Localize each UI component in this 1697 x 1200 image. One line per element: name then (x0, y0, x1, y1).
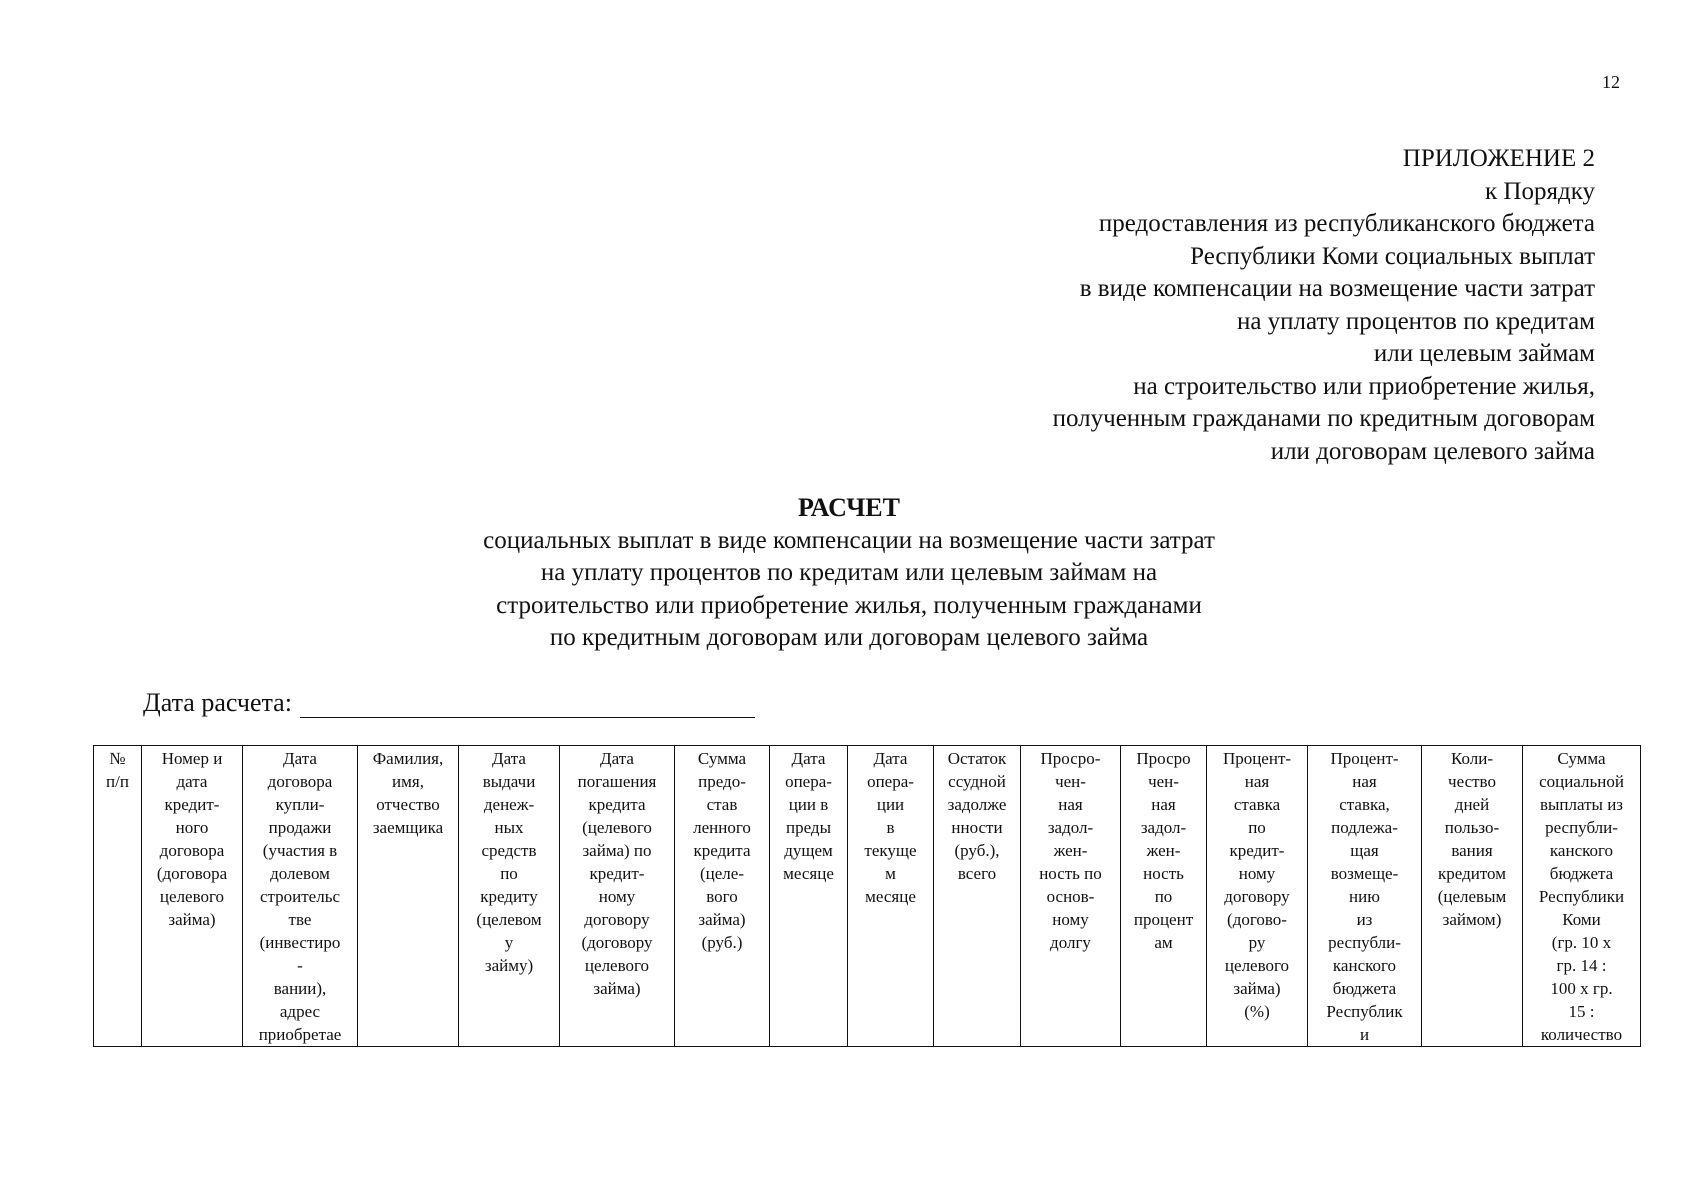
appendix-line: предоставления из республиканского бюджета (1098, 210, 1595, 237)
table-header-cell (94, 746, 142, 1047)
appendix-line: или договорам целевого займа (1270, 437, 1595, 465)
document-subtitle-line: социальных выплат в виде компенсации на возмещение части затрат (483, 526, 1215, 554)
table-header-cell (1021, 746, 1121, 1047)
table-header-cell (1207, 746, 1308, 1047)
table-header-text: Дата выдачи денеж- ных средств по кредиту (целевом у займу) (476, 749, 542, 975)
calc-date-row (143, 688, 755, 718)
appendix-line: ПРИЛОЖЕНИЕ 2 (1402, 145, 1595, 172)
table-header-text: Просро чен- ная задол- жен- ность по процент ам (1133, 749, 1194, 952)
appendix-line: на строительство или приобретение жилья, (1133, 372, 1595, 400)
table-header-text: Сумма социальной выплаты из республи- канского бюджета Республики Коми (гр. 10 х гр. 14 : 100 х гр. 15 : количество (1538, 749, 1625, 1044)
appendix-line: на уплату процентов по кредитам (1236, 307, 1595, 335)
table-header-text: Сумма предо- став ленного кредита (целе- вого займа) (руб.) (693, 749, 751, 952)
table-header-text: Коли- чество дней пользо- вания кредитом (целевым займом) (1437, 749, 1507, 929)
table-header-text: № п/п (106, 749, 129, 791)
document-subtitle-line: по кредитным договорам или договорам целевого займа (549, 624, 1149, 651)
page-number: 12 (1602, 72, 1620, 92)
calc-date-blank-line (300, 689, 755, 718)
table-header-text: Дата опера- ции в текуще м месяце (864, 749, 917, 906)
table-header-cell (560, 746, 675, 1047)
table-header-row (94, 746, 1641, 1047)
table-header-text: Фамилия, имя, отчество заемщика (372, 749, 444, 837)
appendix-line: или целевым займам (1373, 340, 1595, 367)
table-header-cell (142, 746, 243, 1047)
table-header-text: Дата погашения кредита (целевого займа) по кредит- ному договору (договору целевого займа) (577, 749, 657, 998)
appendix-line: в виде компенсации на возмещение части затрат (1079, 275, 1595, 302)
document-subtitle-line: на уплату процентов по кредитам или целевым займам на (540, 559, 1158, 586)
document-subtitle-line: строительство или приобретение жилья, полученным гражданами (496, 591, 1202, 619)
table-header-cell (1523, 746, 1641, 1047)
table-header-cell (675, 746, 770, 1047)
table-header-text: Просро- чен- ная задол- жен- ность по основ- ному долгу (1039, 749, 1102, 952)
table-header-cell (1422, 746, 1523, 1047)
table-header-cell (243, 746, 358, 1047)
table-header-cell (934, 746, 1021, 1047)
appendix-heading (900, 143, 1595, 468)
table-header-text: Дата договора купли- продажи (участия в долевом строительс тве (инвестиро - вании), адрес приобретае (258, 749, 342, 1044)
table-header-cell (1121, 746, 1207, 1047)
appendix-line: полученным гражданами по кредитным договорам (1052, 405, 1595, 432)
document-title: РАСЧЕТ (798, 493, 900, 522)
appendix-line: к Порядку (1485, 177, 1595, 205)
table-header-text: Остаток ссудной задолже нности (руб.), всего (947, 749, 1007, 883)
table-header-text: Номер и дата кредит- ного договора (договора целевого займа) (156, 749, 228, 929)
table-header-cell (459, 746, 560, 1047)
table-header-text: Процент- ная ставка, подлежа- щая возмеще- нию из республи- канского бюджета Республик и (1326, 749, 1403, 1044)
table-header-cell (848, 746, 934, 1047)
table-header-cell (358, 746, 459, 1047)
document-title-block (300, 492, 1398, 655)
table-header-cell (1308, 746, 1422, 1047)
table-header-text: Дата опера- ции в преды дущем месяце (783, 749, 834, 883)
calc-table (93, 745, 1641, 1047)
table-header-cell (770, 746, 848, 1047)
table-header-text: Процент- ная ставка по кредит- ному договору (догово- ру целевого займа) (%) (1222, 749, 1292, 1021)
calc-date-label: Дата расчета: (143, 688, 292, 717)
appendix-line: Республики Коми социальных выплат (1190, 242, 1595, 270)
